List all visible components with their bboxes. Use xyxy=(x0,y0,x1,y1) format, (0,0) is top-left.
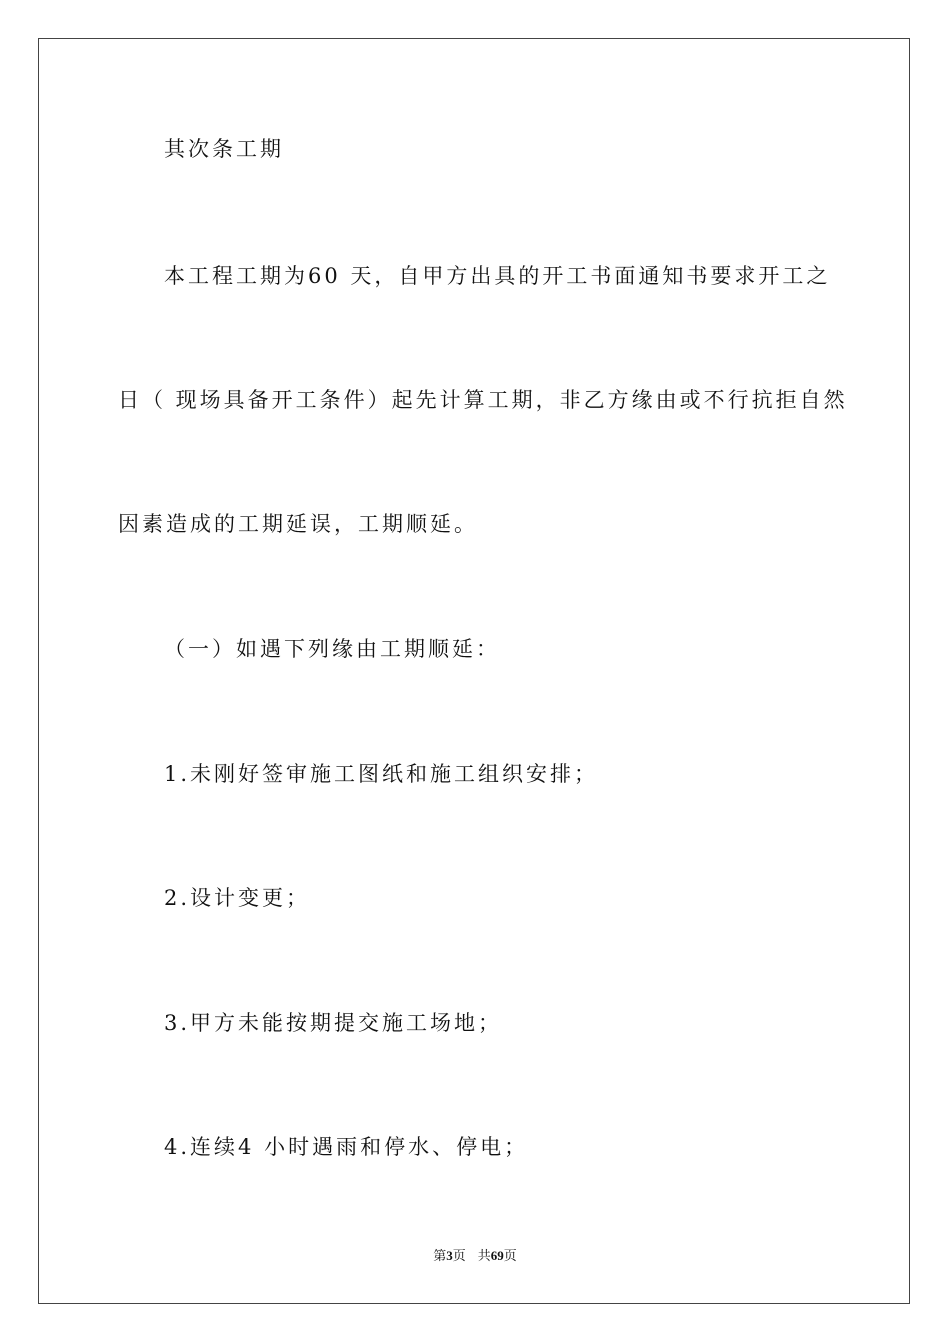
page-suffix: 页 xyxy=(452,1248,466,1263)
paragraph-line: 因素造成的工期延误，工期顺延。 xyxy=(118,512,478,536)
article-heading: 其次条工期 xyxy=(164,137,284,161)
page-footer xyxy=(0,1247,950,1265)
total-prefix: 共 xyxy=(477,1248,491,1263)
list-item: 4.连续4 小时遇雨和停水、停电； xyxy=(164,1135,529,1159)
list-item: 1.未刚好签审施工图纸和施工组织安排； xyxy=(164,762,599,786)
total-suffix: 页 xyxy=(503,1248,517,1263)
total-pages: 69 xyxy=(490,1248,504,1263)
page-frame xyxy=(38,38,910,1304)
list-item: 3.甲方未能按期提交施工场地； xyxy=(164,1011,503,1035)
subsection-heading: （一）如遇下列缘由工期顺延： xyxy=(164,637,500,661)
paragraph-line: 本工程工期为60 天，自甲方出具的开工书面通知书要求开工之 xyxy=(164,264,831,288)
page-number: 3 xyxy=(446,1248,453,1263)
list-item: 2.设计变更； xyxy=(164,886,311,910)
page-prefix: 第 xyxy=(433,1248,447,1263)
paragraph-line: 日（ 现场具备开工条件）起先计算工期，非乙方缘由或不行抗拒自然 xyxy=(118,388,848,412)
